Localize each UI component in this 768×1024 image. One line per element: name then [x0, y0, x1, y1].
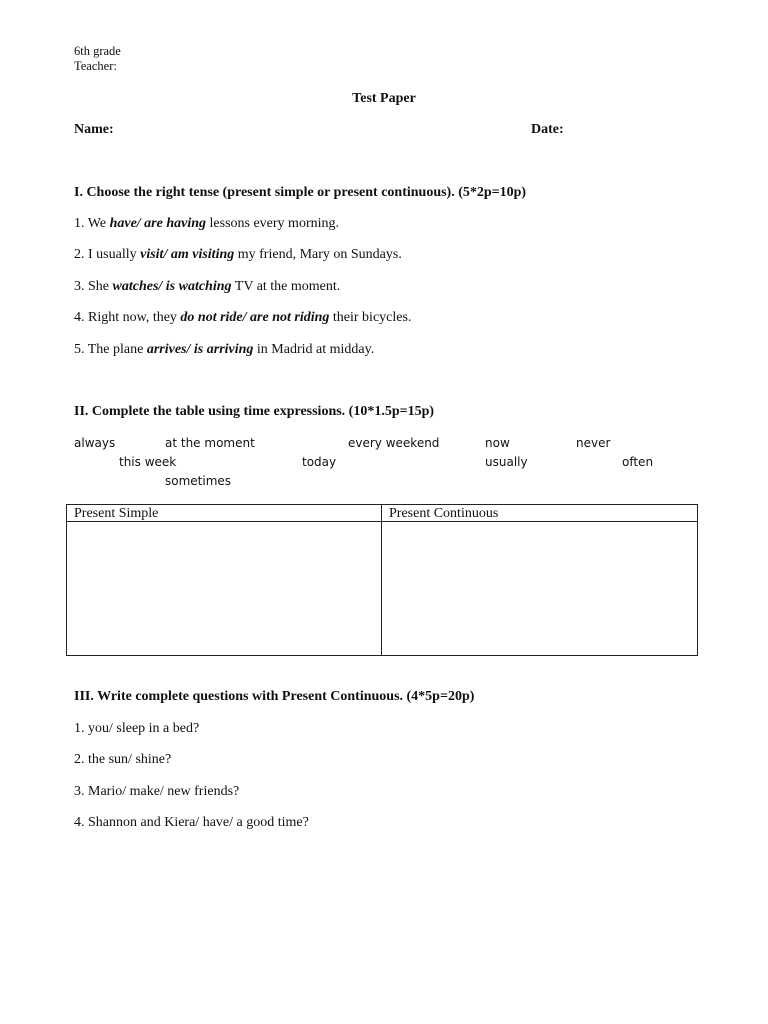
section-3-heading: III. Write complete questions with Present Continuous. (4*5p=20p) [74, 689, 475, 704]
time-expression: at the moment [165, 436, 255, 450]
question-item: 2. the sun/ shine? [74, 752, 172, 767]
date-label: Date: [531, 122, 564, 137]
option-1: do not ride [180, 310, 243, 325]
time-expression: this week [119, 455, 177, 469]
option-2: are having [144, 216, 207, 231]
time-expression: every weekend [348, 436, 440, 450]
time-expression: often [622, 455, 654, 469]
grade-label: 6th grade [74, 44, 121, 58]
tense-item: 2. I usually visit/ am visiting my friend, Mary on Sundays. [74, 247, 402, 262]
option-1: watches [112, 279, 159, 294]
option-2: is arriving [193, 342, 254, 357]
option-1: have [109, 216, 137, 231]
tense-item: 3. She watches/ is watching TV at the moment. [74, 279, 341, 294]
page-title: Test Paper [352, 91, 416, 106]
question-item: 4. Shannon and Kiera/ have/ a good time? [74, 815, 309, 830]
name-label: Name: [74, 122, 114, 137]
option-1: arrives [146, 342, 187, 357]
question-item: 3. Mario/ make/ new friends? [74, 784, 240, 799]
tense-item: 4. Right now, they do not ride/ are not riding their bicycles. [74, 310, 412, 325]
table-header-present-continuous: Present Continuous [389, 506, 499, 521]
section-2-heading: II. Complete the table using time expressions. (10*1.5p=15p) [74, 404, 435, 419]
time-expression: sometimes [165, 474, 232, 488]
tense-table [66, 504, 698, 656]
option-1: visit [140, 247, 164, 262]
table-header-rule [67, 521, 697, 522]
section-1-heading: I. Choose the right tense (present simple or present continuous). (5*2p=10p) [74, 185, 527, 200]
tense-item: 5. The plane arrives/ is arriving in Madrid at midday. [74, 342, 375, 357]
question-item: 1. you/ sleep in a bed? [74, 721, 200, 736]
option-2: am visiting [170, 247, 235, 262]
table-divider [381, 505, 382, 655]
table-header-present-simple: Present Simple [74, 506, 159, 521]
time-expression: today [302, 455, 337, 469]
teacher-label: Teacher: [74, 59, 117, 73]
time-expression: usually [485, 455, 528, 469]
time-expression: now [485, 436, 510, 450]
option-2: are not riding [250, 310, 330, 325]
time-expression: never [576, 436, 611, 450]
time-expression: always [74, 436, 116, 450]
tense-item: 1. We have/ are having lessons every morning. [74, 216, 339, 231]
option-2: is watching [165, 279, 232, 294]
